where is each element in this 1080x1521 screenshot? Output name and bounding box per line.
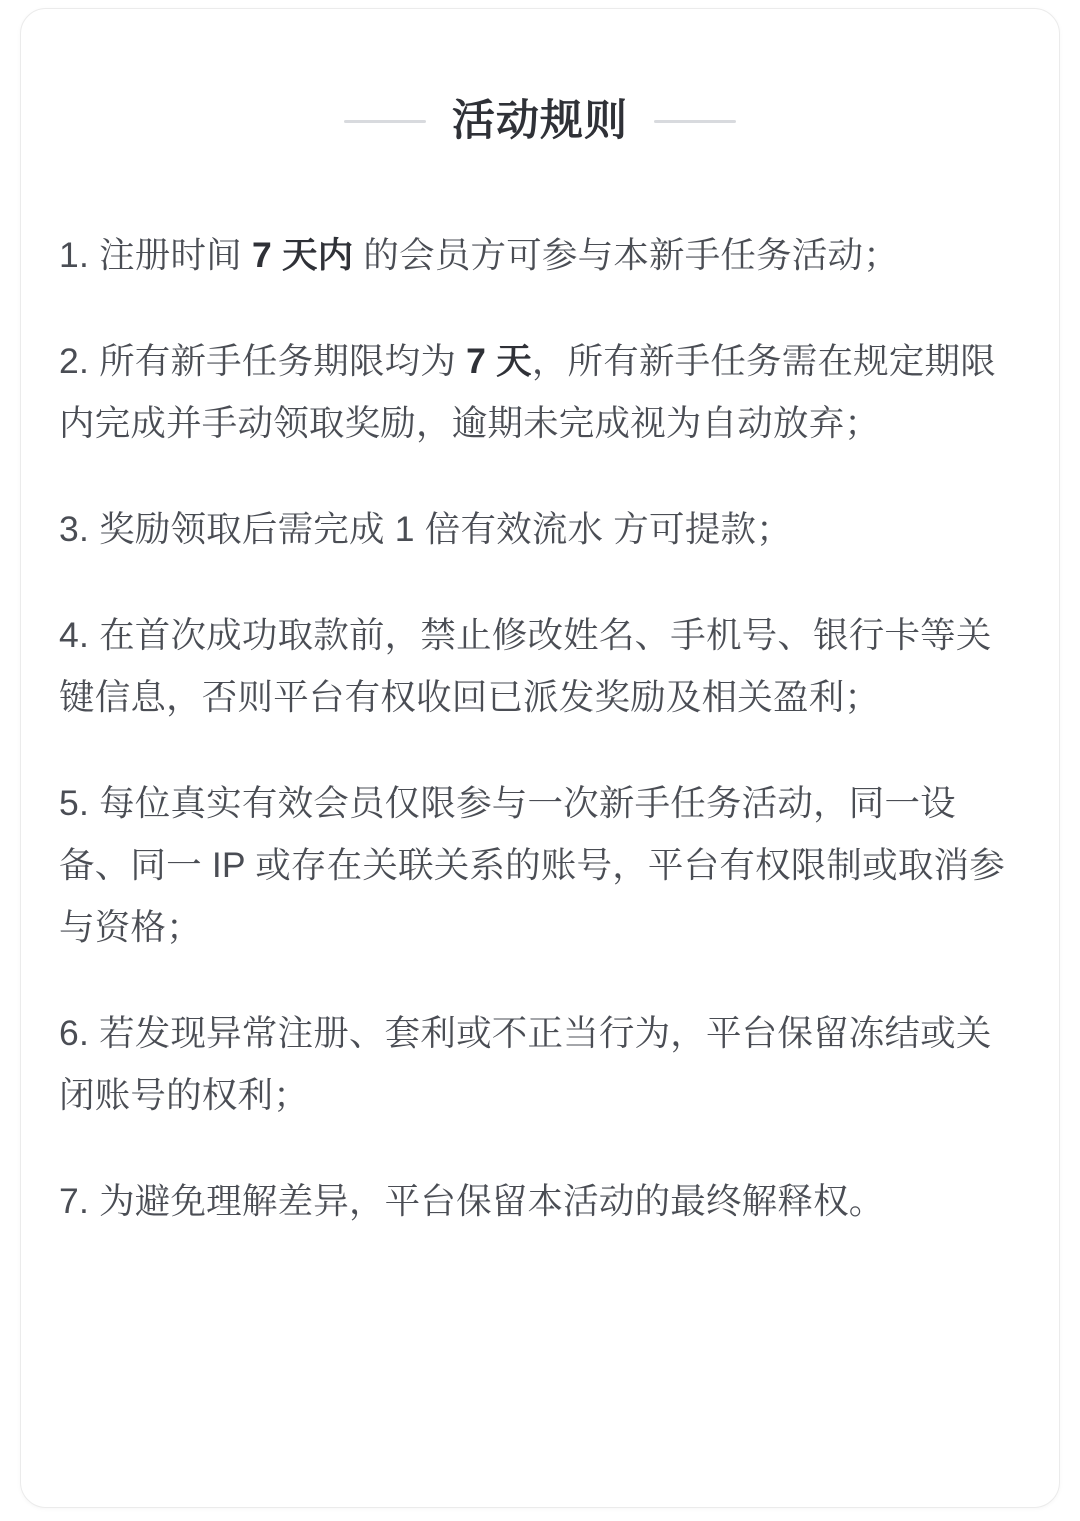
rule-item-7 bbox=[59, 1170, 1021, 1232]
rule-item-3 bbox=[59, 498, 1021, 560]
card-header bbox=[59, 9, 1021, 182]
rule-2-prefix: 2. 所有新手任务期限均为 bbox=[59, 340, 467, 381]
rule-1-emphasis: 7 天内 bbox=[251, 234, 354, 275]
title-divider-right bbox=[654, 120, 736, 123]
rule-2-emphasis: 7 天 bbox=[466, 340, 532, 381]
rule-item-2 bbox=[59, 330, 1021, 454]
rule-1-suffix: 的会员方可参与本新手任务活动； bbox=[353, 234, 899, 275]
rule-item-1 bbox=[59, 224, 1021, 286]
rule-4-prefix: 4. 在首次成功取款前，禁止修改姓名、手机号、银行卡等关键信息，否则平台有权收回已派发奖励及相关盈利； bbox=[59, 614, 992, 717]
activity-rules-card bbox=[20, 8, 1060, 1508]
rule-6-prefix: 6. 若发现异常注册、套利或不正当行为，平台保留冻结或关闭账号的权利； bbox=[59, 1012, 992, 1115]
page-title: 活动规则 bbox=[452, 96, 628, 145]
rule-5-prefix: 5. 每位真实有效会员仅限参与一次新手任务活动，同一设备、同一 IP 或存在关联关系的账号，平台有权限制或取消参与资格； bbox=[59, 782, 1005, 947]
rule-2-suffix: ，所有新手任务需在规定期限内完成并手动领取奖励，逾期未完成视为自动放弃； bbox=[59, 340, 996, 443]
rule-item-5 bbox=[59, 772, 1021, 958]
rule-item-4 bbox=[59, 604, 1021, 728]
rule-3-prefix: 3. 奖励领取后需完成 1 倍有效流水 方可提款； bbox=[59, 508, 792, 549]
rules-list bbox=[59, 224, 1021, 1232]
rule-item-6 bbox=[59, 1002, 1021, 1126]
title-divider-left bbox=[344, 120, 426, 123]
rule-1-prefix: 1. 注册时间 bbox=[59, 234, 252, 275]
rule-7-prefix: 7. 为避免理解差异，平台保留本活动的最终解释权。 bbox=[59, 1180, 885, 1221]
